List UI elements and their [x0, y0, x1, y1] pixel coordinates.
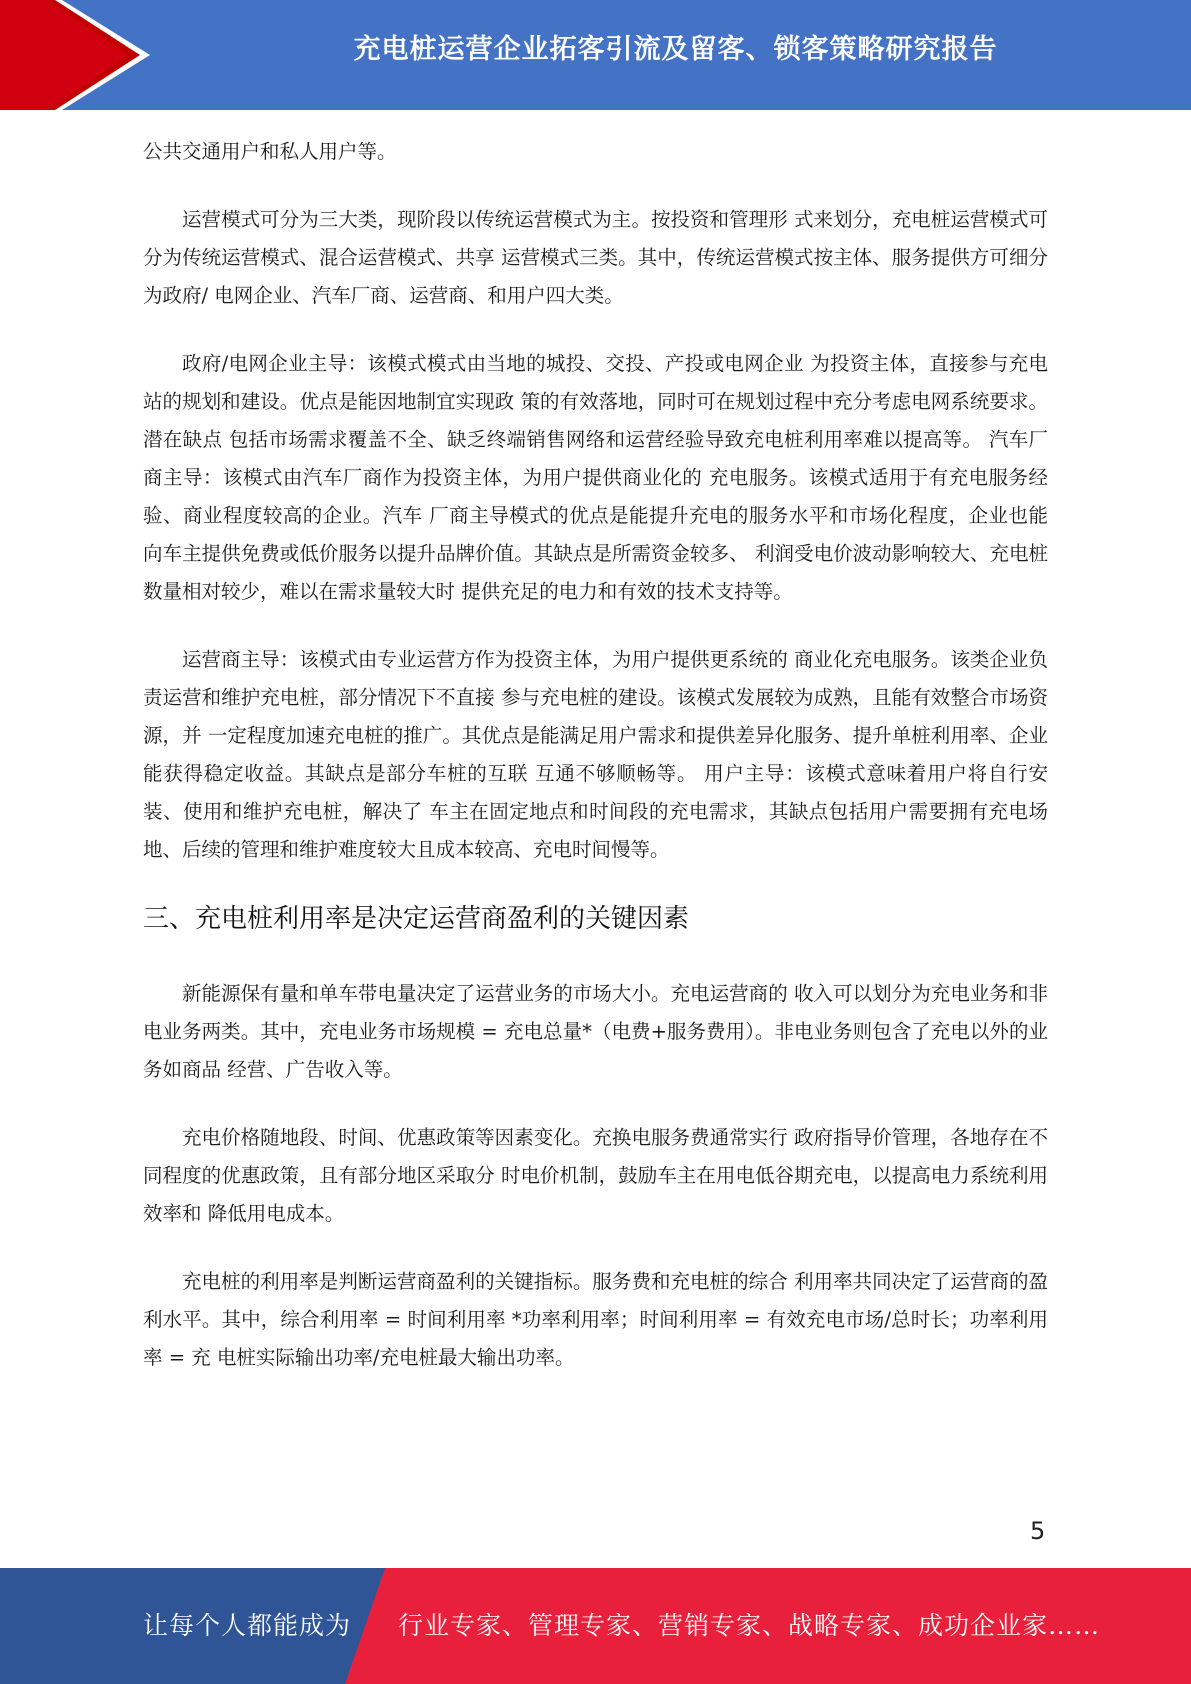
paragraph: 运营商主导：该模式由专业运营方作为投资主体，为用户提供更系统的 商业化充电服务。该类企业负责运营和维护充电桩，部分情况下不直接 参与充电桩的建设。该模式发展较为成熟，且能有效整合市场资源，并 一定程度加速充电桩的推广。其优点是能满足用户需求和提供差异化服务、提升单桩利用率、企业能获得稳定收益。其缺点是部分车桩的互联 互通不够顺畅等。 用户主导：该模式意味着用户将自行安装、使用和维护充电桩，解决了 车主在固定地点和时间段的充电需求，其缺点包括用户需要拥有充电场 地、后续的管理和维护难度较大且成本较高、充电时间慢等。	[143, 648, 1048, 861]
report-body	[143, 133, 1048, 1377]
footer-slogan-left: 让每个人都能成为	[143, 1611, 352, 1640]
footer-banner	[0, 1568, 1191, 1684]
paragraph: 充电价格随地段、时间、优惠政策等因素变化。充换电服务费通常实行 政府指导价管理，各地存在不同程度的优惠政策，且有部分地区采取分 时电价机制，鼓励车主在用电低谷期充电，以提高电力系统利用效率和 降低用电成本。	[143, 1126, 1048, 1225]
section-heading: 三、充电桩利用率是决定运营商盈利的关键因素	[143, 904, 690, 934]
report-title: 充电桩运营企业拓客引流及留客、锁客策略研究报告	[353, 34, 998, 65]
paragraph: 运营模式可分为三大类，现阶段以传统运营模式为主。按投资和管理形 式来划分，充电桩运营模式可分为传统运营模式、混合运营模式、共享 运营模式三类。其中，传统运营模式按主体、服务提供方可细分为政府/ 电网企业、汽车厂商、运营商、和用户四大类。	[143, 208, 1048, 307]
red-chevron-icon	[0, 0, 160, 110]
paragraph: 公共交通用户和私人用户等。	[143, 140, 397, 163]
paragraph: 新能源保有量和单车带电量决定了运营业务的市场大小。充电运营商的 收入可以划分为充电业务和非电业务两类。其中，充电业务市场规模 = 充电总量*（电费+服务费用）。非电业务则包含了充电以外的业务如商品 经营、广告收入等。	[143, 982, 1048, 1081]
paragraph: 充电桩的利用率是判断运营商盈利的关键指标。服务费和充电桩的综合 利用率共同决定了运营商的盈利水平。其中，综合利用率 = 时间利用率 *功率利用率；时间利用率 = 有效充电市场/总时长；功率利用率 = 充 电桩实际输出功率/充电桩最大输出功率。	[143, 1270, 1048, 1369]
paragraph: 政府/电网企业主导：该模式模式由当地的城投、交投、产投或电网企业 为投资主体，直接参与充电站的规划和建设。优点是能因地制宜实现政 策的有效落地，同时可在规划过程中充分考虑电网系统要求。潜在缺点 包括市场需求覆盖不全、缺乏终端销售网络和运营经验导致充电桩利用率难以提高等。 汽车厂商主导：该模式由汽车厂商作为投资主体，为用户提供商业化的 充电服务。该模式适用于有充电服务经验、商业程度较高的企业。汽车 厂商主导模式的优点是能提升充电的服务水平和市场化程度，企业也能 向车主提供免费或低价服务以提升品牌价值。其缺点是所需资金较多、 利润受电价波动影响较大、充电桩数量相对较少，难以在需求量较大时 提供充足的电力和有效的技术支持等。	[143, 352, 1048, 603]
footer-slogan-right: 行业专家、管理专家、营销专家、战略专家、成功企业家……	[398, 1611, 1101, 1640]
header-band	[0, 0, 1191, 110]
page-number: 5	[1030, 1517, 1046, 1545]
